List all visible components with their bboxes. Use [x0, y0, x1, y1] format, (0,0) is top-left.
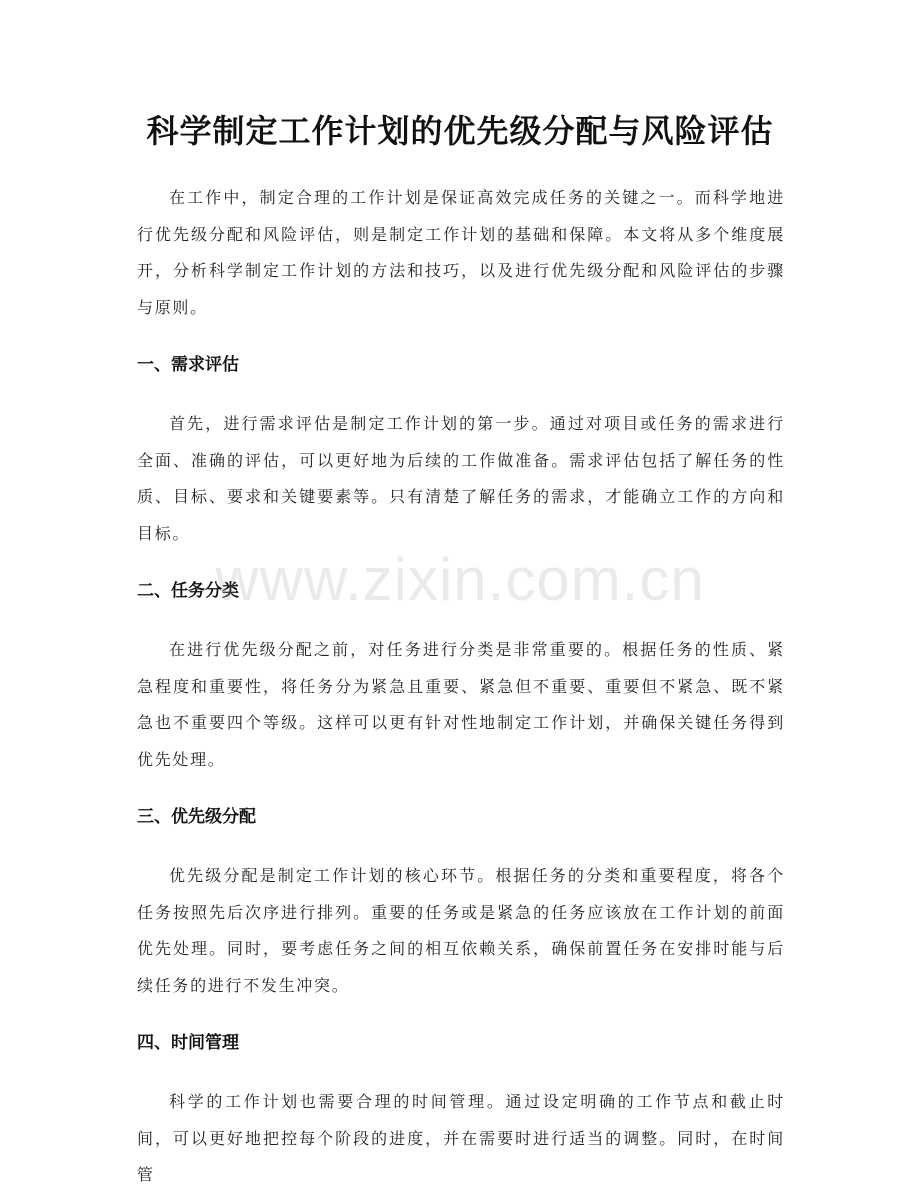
section-heading-demand-assessment: 一、需求评估	[137, 355, 239, 375]
section-body-priority-allocation: 优先级分配是制定工作计划的核心环节。根据任务的分类和重要程度，将各个任务按照先后次序进行排列。重要的任务或是紧急的任务应该放在工作计划的前面优先处理。同时，要考虑任务之间的相互依赖关系，确保前置任务在安排时能与后续任务的进行不发生冲突。	[137, 866, 785, 995]
document-title: 科学制定工作计划的优先级分配与风险评估	[146, 112, 774, 150]
intro-paragraph: 在工作中，制定合理的工作计划是保证高效完成任务的关键之一。而科学地进行优先级分配和风险评估，则是制定工作计划的基础和保障。本文将从多个维度展开，分析科学制定工作计划的方法和技巧，以及进行优先级分配和风险评估的步骤与原则。	[137, 188, 785, 317]
section-heading-task-classification: 二、任务分类	[137, 581, 239, 601]
document-body	[137, 180, 785, 1194]
section-body-time-management: 科学的工作计划也需要合理的时间管理。通过设定明确的工作节点和截止时间，可以更好地把控每个阶段的进度，并在需要时进行适当的调整。同时，在时间管	[137, 1092, 785, 1184]
watermark-text: www.zixin.com.cn	[215, 546, 705, 613]
section-body-task-classification: 在进行优先级分配之前，对任务进行分类是非常重要的。根据任务的性质、紧急程度和重要性，将任务分为紧急且重要、紧急但不重要、重要但不紧急、既不紧急也不重要四个等级。这样可以更有针对性地制定工作计划，并确保关键任务得到优先处理。	[137, 640, 785, 769]
section-heading-priority-allocation: 三、优先级分配	[137, 807, 256, 827]
section-body-demand-assessment: 首先，进行需求评估是制定工作计划的第一步。通过对项目或任务的需求进行全面、准确的评估，可以更好地为后续的工作做准备。需求评估包括了解任务的性质、目标、要求和关键要素等。只有清楚了解任务的需求，才能确立工作的方向和目标。	[137, 414, 785, 543]
section-heading-time-management: 四、时间管理	[137, 1033, 239, 1053]
